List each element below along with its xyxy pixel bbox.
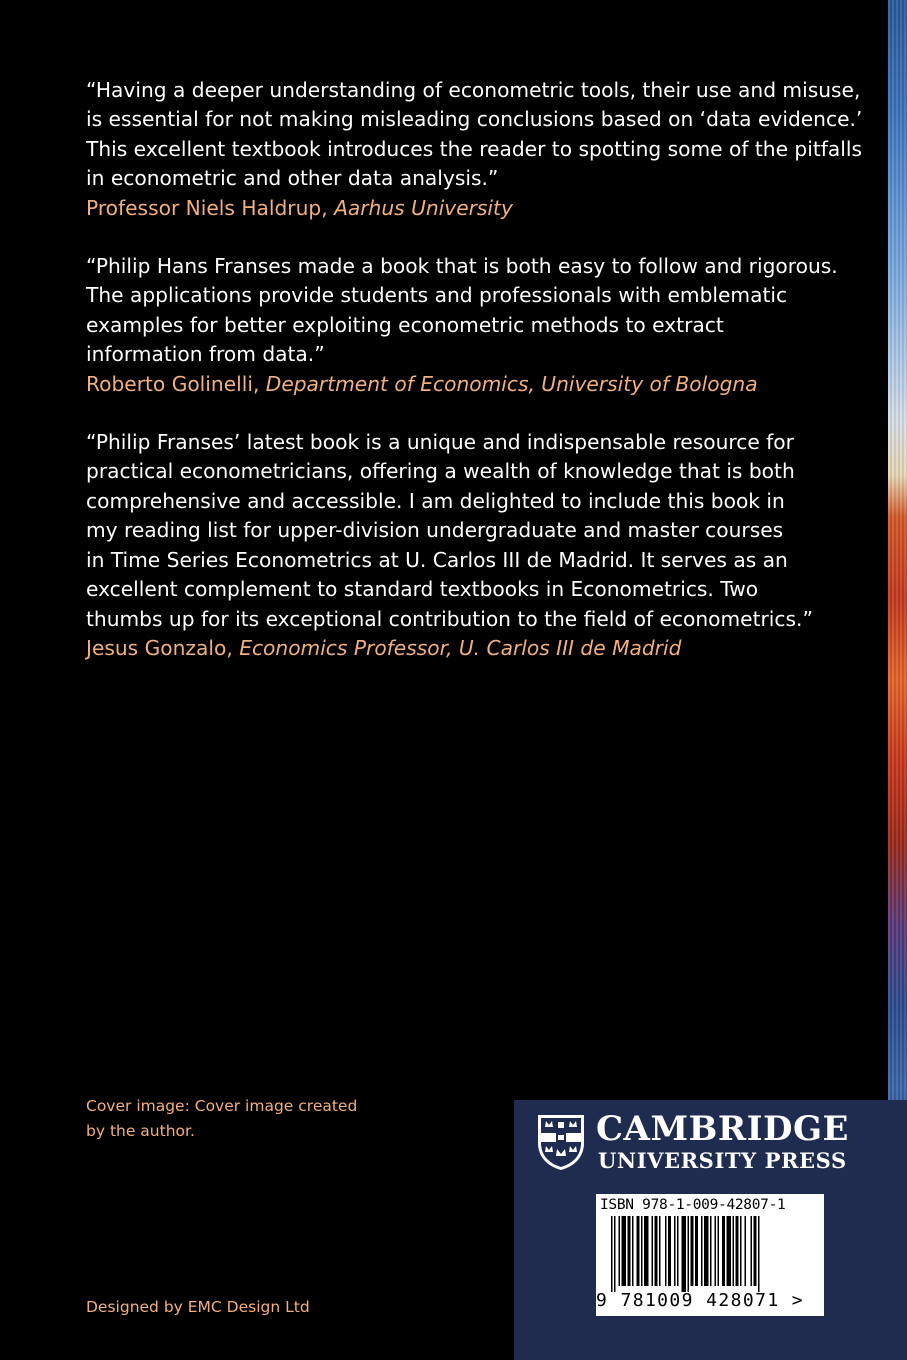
barcode-bar bbox=[622, 1216, 627, 1286]
barcode-bar bbox=[701, 1216, 703, 1286]
quote-author: Jesus Gonzalo, bbox=[86, 635, 233, 660]
endorsement-2 bbox=[86, 252, 876, 399]
barcode-bar bbox=[710, 1216, 712, 1286]
barcode-bar bbox=[695, 1216, 698, 1286]
endorsement-3 bbox=[86, 428, 876, 663]
quote-text: “Having a deeper understanding of econometric tools, their use and misuse, is essential for not making misleading conclusions based on ‘data evidence.’ This excellent textbook introduces the reader to spotting some of the pitfalls in econometric and other data analysis.” bbox=[86, 78, 863, 191]
barcode-bar bbox=[655, 1216, 658, 1286]
barcode-bar bbox=[688, 1216, 690, 1292]
barcode-bar bbox=[659, 1216, 661, 1286]
publisher-name: CAMBRIDGE bbox=[596, 1109, 849, 1149]
endorsements bbox=[86, 76, 876, 692]
barcode-bar bbox=[736, 1216, 739, 1286]
barcode-bar bbox=[722, 1216, 725, 1286]
barcode-bar bbox=[691, 1216, 694, 1286]
barcode-bar bbox=[751, 1216, 753, 1286]
barcode-bar bbox=[733, 1216, 735, 1286]
barcode-bar bbox=[758, 1216, 760, 1292]
barcode-bar bbox=[740, 1216, 742, 1286]
barcode-bar bbox=[754, 1216, 757, 1286]
barcode-bar bbox=[682, 1216, 687, 1292]
quote-attribution bbox=[86, 370, 876, 399]
quote-affiliation: Economics Professor, U. Carlos III de Madrid bbox=[239, 635, 682, 660]
quote-affiliation: Department of Economics, University of Bologna bbox=[265, 371, 758, 396]
barcode-bar bbox=[611, 1216, 613, 1292]
barcode-bar bbox=[619, 1216, 621, 1286]
barcode-bars bbox=[611, 1216, 811, 1292]
barcode-bar bbox=[652, 1216, 654, 1286]
barcode-bar bbox=[632, 1216, 634, 1286]
barcode-bar bbox=[704, 1216, 709, 1286]
isbn-label: ISBN 978-1-009-42807-1 bbox=[600, 1197, 786, 1213]
barcode-bar bbox=[745, 1216, 747, 1286]
barcode-bar bbox=[668, 1216, 671, 1286]
barcode-bar bbox=[628, 1216, 631, 1286]
quote-attribution bbox=[86, 634, 876, 663]
publisher-subtitle: UNIVERSITY PRESS bbox=[598, 1148, 847, 1173]
publisher-panel bbox=[514, 1100, 907, 1360]
barcode-bar bbox=[637, 1216, 640, 1286]
barcode-bar bbox=[641, 1216, 643, 1286]
designer-credit: Designed by EMC Design Ltd bbox=[86, 1298, 310, 1316]
endorsement-1 bbox=[86, 76, 876, 223]
quote-text: “Philip Hans Franses made a book that is both easy to follow and rigorous. The applications provide students and professionals with emblematic examples for better exploiting econometric methods to extract information from data.” bbox=[86, 254, 838, 367]
barcode-digits: 9 781009 428071 > bbox=[596, 1290, 805, 1311]
barcode-bar bbox=[674, 1216, 676, 1286]
isbn-barcode bbox=[596, 1194, 824, 1316]
quote-attribution bbox=[86, 194, 876, 223]
barcode-bar bbox=[718, 1216, 720, 1286]
barcode-bar bbox=[665, 1216, 667, 1286]
quote-author: Professor Niels Haldrup, bbox=[86, 195, 328, 220]
barcode-bar bbox=[614, 1216, 616, 1292]
barcode-bar bbox=[715, 1216, 717, 1286]
cover-image-credit: Cover image: Cover image created by the author. bbox=[86, 1097, 358, 1140]
cambridge-shield-icon bbox=[536, 1113, 586, 1171]
barcode-bar bbox=[727, 1216, 732, 1286]
quote-affiliation: Aarhus University bbox=[334, 195, 513, 220]
barcode-bar bbox=[644, 1216, 649, 1286]
quote-author: Roberto Golinelli, bbox=[86, 371, 260, 396]
quote-text: “Philip Franses’ latest book is a unique and indispensable resource for practical econometricians, offering a wealth of knowledge that is both comprehensive and accessible. I am delighted to include this book in my reading list for upper-division undergraduate and master courses in Time Series Econometrics at U. Carlos III de Madrid. It serves as an excellent complement to standard textbooks in Econometrics. Two thumbs up for its exceptional contribution to the field of econometrics.” bbox=[86, 430, 813, 631]
barcode-bar bbox=[677, 1216, 679, 1286]
